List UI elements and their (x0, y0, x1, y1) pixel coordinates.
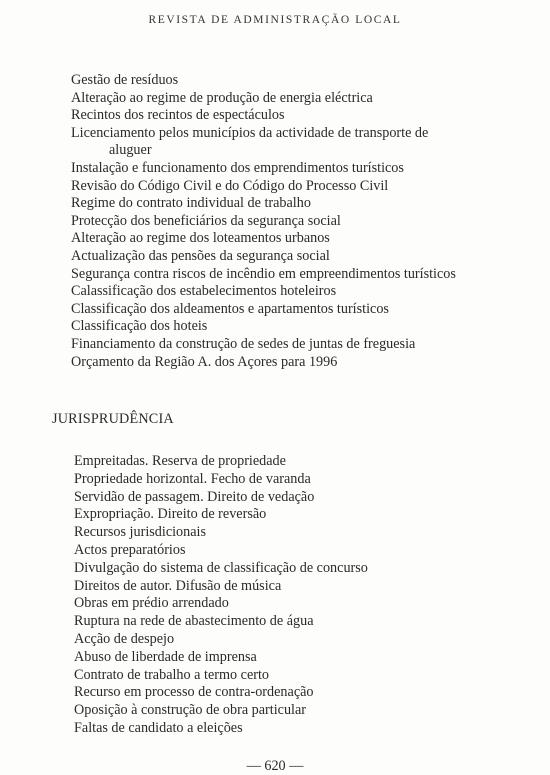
page-number: — 620 — (246, 758, 304, 774)
list-item: Abuso de liberdade de imprensa (74, 648, 257, 665)
list-item: Contrato de trabalho a termo certo (74, 666, 270, 683)
list-item: Servidão de passagem. Direito de vedação (74, 488, 315, 505)
list-item: Recurso em processo de contra-ordenação (74, 684, 314, 701)
list-item: Calassificação dos estabelecimentos hoteleiros (71, 283, 337, 300)
list-item: Orçamento da Região A. dos Açores para 1996 (71, 353, 338, 370)
list-item: Faltas de candidato a eleições (74, 719, 243, 736)
section-heading: JURISPRUDÊNCIA (52, 411, 174, 427)
list-item: Oposição à construção de obra particular (74, 702, 307, 719)
list-item-continuation: aluguer (109, 142, 152, 159)
list-item: Actos preparatórios (74, 541, 186, 558)
list-item: Revisão do Código Civil e do Código do Processo Civil (71, 177, 389, 194)
list-item: Direitos de autor. Difusão de música (74, 577, 282, 594)
list-item: Protecção dos beneficiários da segurança social (71, 212, 341, 229)
list-item: Recursos jurisdicionais (74, 524, 207, 541)
list-item: Divulgação do sistema de classificação de concurso (74, 559, 368, 576)
list-item: Financiamento da construção de sedes de juntas de freguesia (71, 335, 416, 352)
jurisprudence-list (74, 453, 514, 738)
list-item: Segurança contra riscos de incêndio em empreendimentos turísticos (71, 265, 456, 282)
list-item: Empreitadas. Reserva de propriedade (74, 453, 286, 469)
legislation-list (71, 72, 511, 371)
list-item: Recintos dos recintos de espectáculos (71, 107, 285, 124)
list-item: Alteração ao regime de produção de energia eléctrica (71, 89, 373, 106)
list-item: Propriedade horizontal. Fecho de varanda (74, 470, 311, 487)
list-item: Ruptura na rede de abastecimento de água (74, 613, 314, 630)
list-item: Regime do contrato individual de trabalho (71, 195, 311, 212)
list-item: Gestão de resíduos (71, 72, 179, 88)
running-header: REVISTA DE ADMINISTRAÇÃO LOCAL (148, 14, 402, 26)
list-item: Classificação dos aldeamentos e apartamentos turísticos (71, 300, 389, 317)
list-item: Instalação e funcionamento dos emprendimentos turísticos (71, 159, 404, 176)
list-item: Expropriação. Direito de reversão (74, 506, 267, 523)
list-item: Actualização das pensões da segurança social (71, 247, 330, 264)
list-item: Alteração ao regime dos loteamentos urbanos (71, 230, 330, 247)
list-item: Acção de despejo (74, 630, 175, 647)
list-item: Licenciamento pelos municípios da actividade de transporte de (71, 124, 429, 141)
list-item: Obras em prédio arrendado (74, 595, 229, 612)
list-item: Classificação dos hoteis (71, 318, 208, 335)
